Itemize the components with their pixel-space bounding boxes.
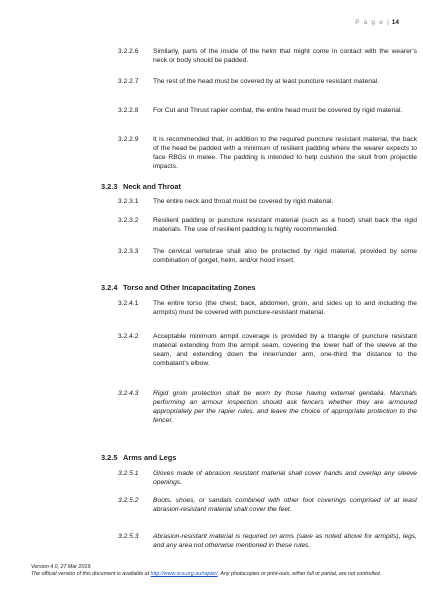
- section-number: 3.2.5: [101, 453, 118, 462]
- clause-number: 3.2.4.2: [118, 333, 139, 340]
- section-number: 3.2.4: [101, 283, 118, 292]
- clause-number: 3.2.3.3: [118, 248, 139, 255]
- section-heading-neck-throat: [101, 182, 181, 191]
- control-notice: [31, 571, 401, 578]
- clause-text: Acceptable minimum armpit coverage is provided by a triangle of puncture resistant material extending from the armpit seam, covering the lower half of the sleeve at the seam, and extending down the inner/under arm, one-third the distance to the combatant’s elbow.: [153, 333, 417, 367]
- clause-number: 3.2.3.1: [118, 198, 139, 205]
- page-separator: |: [387, 19, 389, 26]
- rapier-rules-link[interactable]: http://www.sca.org.au/rapier/: [150, 571, 218, 578]
- section-title: Torso and Other Incapacitating Zones: [123, 283, 256, 292]
- clause-text: Resilient padding or puncture resistant material (such as a hood) shall back the rigid materials. The use of resilient padding is highly recommended.: [153, 217, 417, 233]
- clause-text: For Cut and Thrust rapier combat, the entire head must be covered by rigid material.: [153, 107, 403, 114]
- page-label: P a g e: [355, 19, 385, 26]
- section-heading-torso: [101, 283, 256, 292]
- clause-number: 3.2.5.2: [118, 497, 139, 504]
- clause-number: 3.2.3.2: [118, 217, 139, 224]
- clause-text: The entire torso (the chest, back, abdomen, groin, and sides up to and including the armpits) must be covered with puncture-resistant material.: [153, 300, 417, 316]
- clause-text: The entire neck and throat must be covered by rigid material.: [153, 198, 334, 205]
- clause-number: 3.2.2.6: [118, 48, 139, 55]
- clause-text: The cervical vertebrae shall also be protected by rigid material, provided by some combination of gorget, helm, and/or hood insert.: [153, 248, 417, 264]
- page-number: 14: [391, 19, 399, 26]
- clause-number: 3.2.2.7: [118, 78, 139, 85]
- clause-text: Similarly, parts of the inside of the helm that might come in contact with the wearer’s neck or body should be padded.: [153, 48, 417, 64]
- clause-number: 3.2.4.1: [118, 300, 139, 307]
- clause-number: 3.2.5.1: [118, 470, 139, 477]
- section-title: Arms and Legs: [123, 453, 177, 462]
- clause-number: 3.2.5.3: [118, 533, 139, 540]
- clause-number: 3.2.2.9: [118, 136, 139, 143]
- section-number: 3.2.3: [101, 182, 118, 191]
- clause-text: Abrasion-resistant material is required on arms (save as noted above for armpits), legs, and any area not otherwise mentioned in these rules.: [153, 533, 417, 549]
- clause-text: The rest of the head must be covered by at least puncture resistant material.: [153, 78, 380, 85]
- section-title: Neck and Throat: [123, 182, 181, 191]
- notice-suffix: . Any photocopies or print-outs, either full or partial, are not controlled.: [217, 571, 382, 578]
- clause-text: Boots, shoes, or sandals combined with other foot coverings comprised of at least abrasion-resistant material shall cover the feet.: [153, 497, 417, 513]
- clause-text: Rigid groin protection shall be worn by those having external genitalia. Marshals performing an armour inspection should ask fencers whether they are armoured appropriately per the rapier rules, and leave the choice of appropriate protection to the fencer.: [153, 390, 417, 424]
- clause-text: Gloves made of abrasion resistant material shall cover hands and overlap any sleeve openings.: [153, 470, 417, 486]
- clause-text: It is recommended that, in addition to the required puncture resistant material, the back of the head be padded with a minimum of resilient padding where the wearer expects to face RBGs in melee. The padding is intended to help cushion the skull from projectile impacts.: [153, 136, 417, 170]
- section-heading-arms-legs: [101, 453, 176, 462]
- version-line: Version 4.0, 27 Mar 2019.: [31, 564, 92, 570]
- page-header: [355, 19, 399, 26]
- clause-number: 3.2.2.8: [118, 107, 139, 114]
- page-footer: [31, 564, 401, 578]
- notice-prefix: The official version of this document is available at: [31, 571, 151, 578]
- clause-number: 3.2.4.3: [118, 390, 139, 397]
